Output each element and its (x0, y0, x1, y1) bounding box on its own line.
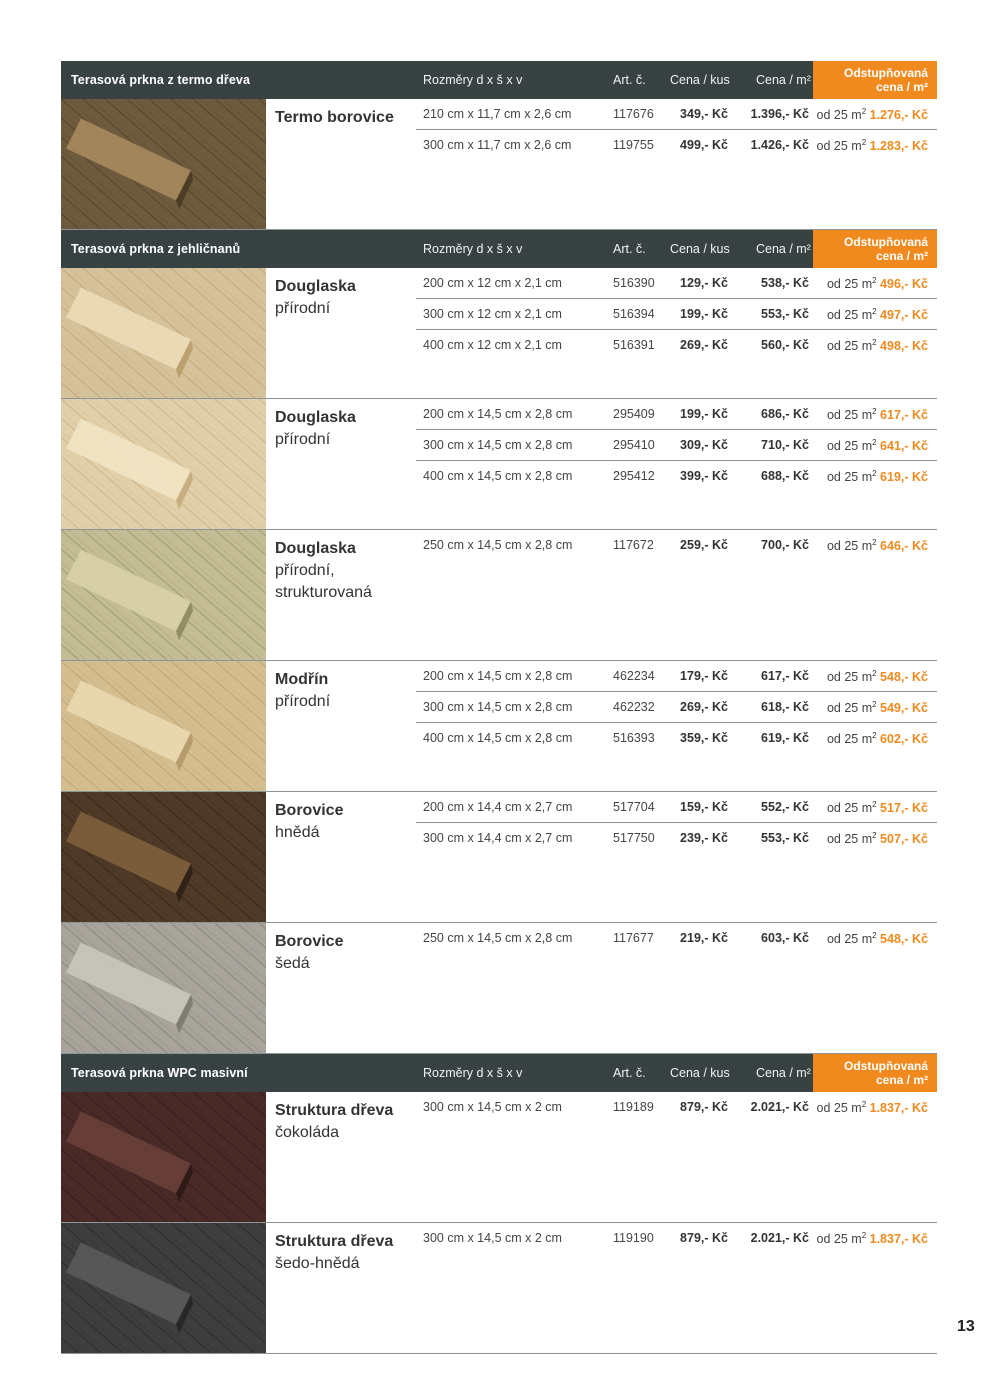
table-row (416, 430, 937, 461)
cell-price-m2: 553,- Kč (761, 831, 809, 845)
cell-graduated-value: 498,- Kč (880, 339, 928, 354)
cell-article: 295410 (613, 438, 655, 452)
section-header (61, 1054, 937, 1092)
product-photo (61, 1223, 266, 1353)
table-row (416, 99, 937, 130)
cell-price-m2: 619,- Kč (761, 731, 809, 745)
squared-mark: 2 (872, 276, 877, 285)
variant-rows (416, 792, 937, 853)
cell-graduated-value: 646,- Kč (880, 539, 928, 554)
cell-article: 117676 (613, 107, 654, 121)
product-name (275, 538, 372, 604)
product-name (275, 1231, 393, 1275)
cell-price-m2: 552,- Kč (761, 800, 809, 814)
table-row (416, 692, 937, 723)
cell-dimensions: 250 cm x 14,5 cm x 2,8 cm (423, 538, 573, 552)
cell-dimensions: 300 cm x 14,5 cm x 2 cm (423, 1231, 562, 1245)
cell-from-qty: od 25 m (826, 408, 873, 423)
cell-price-piece: 219,- Kč (680, 931, 728, 945)
squared-mark: 2 (872, 800, 877, 809)
product-name (275, 407, 356, 451)
cell-price-piece: 129,- Kč (680, 276, 728, 290)
variant-rows (416, 530, 937, 560)
product-block (61, 99, 937, 230)
product-name-bold: Douglaska (275, 409, 356, 426)
product-variant: čokoláda (275, 1124, 340, 1141)
cell-graduated-value: 1.276,- Kč (869, 108, 928, 123)
cell-dimensions: 210 cm x 11,7 cm x 2,6 cm (423, 107, 572, 121)
product-block (61, 399, 937, 530)
cell-from-qty: od 25 m (816, 1232, 862, 1247)
product-photo (61, 923, 266, 1053)
squared-mark: 2 (872, 931, 877, 940)
product-name (275, 669, 330, 713)
cell-graduated-value: 1.837,- Kč (869, 1232, 928, 1247)
cell-price-piece: 399,- Kč (680, 469, 728, 483)
cell-graduated-value: 619,- Kč (880, 470, 928, 485)
cell-from-qty: od 25 m (826, 439, 873, 454)
cell-price-m2: 618,- Kč (761, 700, 809, 714)
cell-dimensions: 300 cm x 14,5 cm x 2,8 cm (423, 438, 573, 452)
table-row (416, 530, 937, 560)
cell-price-piece: 349,- Kč (680, 107, 728, 121)
header-dimensions: Rozměry d x š x v (423, 1066, 523, 1080)
cell-price-m2: 1.396,- Kč (750, 107, 809, 121)
variant-rows (416, 99, 937, 160)
cell-from-qty: od 25 m (816, 108, 862, 123)
table-row (416, 661, 937, 692)
cell-from-qty: od 25 m (816, 139, 862, 154)
cell-article: 517750 (613, 831, 655, 845)
product-variant: přírodní (275, 431, 331, 448)
cell-article: 119190 (613, 1231, 654, 1245)
product-block (61, 792, 937, 923)
cell-price-m2: 688,- Kč (761, 469, 809, 483)
section-2 (61, 230, 937, 1054)
cell-dimensions: 200 cm x 12 cm x 2,1 cm (423, 276, 562, 290)
header-price-m2: Cena / m² (756, 73, 811, 87)
squared-mark: 2 (872, 338, 877, 347)
squared-mark: 2 (872, 831, 877, 840)
cell-graduated-price (827, 731, 928, 746)
cell-graduated-price (827, 800, 928, 815)
product-block (61, 1223, 937, 1354)
cell-article: 516394 (613, 307, 655, 321)
cell-price-piece: 159,- Kč (680, 800, 728, 814)
product-variant: přírodní (275, 693, 331, 710)
cell-from-qty: od 25 m (816, 1101, 862, 1116)
table-row (416, 330, 937, 360)
product-photo (61, 268, 266, 398)
product-variant: šedá (275, 955, 310, 972)
product-block (61, 530, 937, 661)
cell-price-m2: 2.021,- Kč (750, 1231, 809, 1245)
cell-graduated-value: 497,- Kč (880, 308, 928, 323)
cell-price-m2: 700,- Kč (761, 538, 809, 552)
cell-graduated-value: 548,- Kč (880, 932, 928, 947)
section-title: Terasová prkna z termo dřeva (71, 73, 251, 87)
header-price-m2: Cena / m² (756, 242, 811, 256)
product-photo (61, 792, 266, 922)
cell-article: 516391 (613, 338, 655, 352)
squared-mark: 2 (872, 731, 877, 740)
cell-article: 119755 (613, 138, 654, 152)
header-price-piece: Cena / kus (670, 242, 730, 256)
section-1 (61, 61, 937, 230)
cell-price-m2: 2.021,- Kč (750, 1100, 809, 1114)
cell-price-piece: 269,- Kč (680, 700, 728, 714)
product-name-bold: Douglaska (275, 540, 356, 557)
cell-price-m2: 1.426,- Kč (750, 138, 809, 152)
cell-dimensions: 200 cm x 14,5 cm x 2,8 cm (423, 407, 573, 421)
squared-mark: 2 (872, 669, 877, 678)
table-row (416, 792, 937, 823)
header-graduated-line2: cena / m² (875, 1073, 928, 1087)
product-photo (61, 399, 266, 529)
table-row (416, 461, 937, 491)
cell-graduated-price (827, 931, 928, 946)
squared-mark: 2 (872, 538, 877, 547)
header-graduated-line1: Odstupňovaná (843, 235, 928, 249)
cell-graduated-value: 517,- Kč (880, 801, 928, 816)
cell-price-piece: 259,- Kč (680, 538, 728, 552)
squared-mark: 2 (872, 407, 877, 416)
cell-graduated-price (827, 407, 928, 422)
product-name (275, 276, 356, 320)
cell-from-qty: od 25 m (826, 308, 873, 323)
cell-price-piece: 309,- Kč (680, 438, 728, 452)
product-name-bold: Struktura dřeva (275, 1102, 394, 1119)
cell-price-m2: 538,- Kč (761, 276, 809, 290)
product-variant: hnědá (275, 824, 320, 841)
header-article: Art. č. (613, 242, 646, 256)
cell-dimensions: 300 cm x 14,5 cm x 2,8 cm (423, 700, 573, 714)
header-graduated-price (813, 61, 937, 99)
section-title: Terasová prkna z jehličnanů (71, 242, 241, 256)
cell-graduated-value: 641,- Kč (880, 439, 928, 454)
header-graduated-price (813, 230, 937, 268)
variant-rows (416, 268, 937, 360)
table-row (416, 723, 937, 753)
table-row (416, 268, 937, 299)
product-name-bold: Termo borovice (275, 109, 394, 126)
header-price-piece: Cena / kus (670, 1066, 730, 1080)
cell-graduated-value: 1.283,- Kč (869, 139, 928, 154)
cell-from-qty: od 25 m (826, 277, 873, 292)
cell-graduated-price (827, 669, 928, 684)
header-graduated-price (813, 1054, 937, 1092)
variant-rows (416, 1092, 937, 1122)
header-graduated-line2: cena / m² (875, 80, 928, 94)
product-photo (61, 99, 266, 229)
product-photo (61, 1092, 266, 1222)
cell-article: 117677 (613, 931, 654, 945)
cell-price-piece: 499,- Kč (680, 138, 728, 152)
cell-graduated-price (827, 338, 928, 353)
header-article: Art. č. (613, 1066, 646, 1080)
cell-from-qty: od 25 m (826, 670, 873, 685)
cell-price-piece: 879,- Kč (680, 1231, 728, 1245)
product-variant: strukturovaná (275, 584, 372, 601)
cell-price-m2: 617,- Kč (761, 669, 809, 683)
cell-graduated-value: 617,- Kč (880, 408, 928, 423)
cell-price-piece: 359,- Kč (680, 731, 728, 745)
cell-graduated-price (827, 276, 928, 291)
product-variant: přírodní (275, 300, 331, 317)
cell-graduated-price (817, 107, 928, 122)
table-row (416, 923, 937, 953)
cell-price-piece: 239,- Kč (680, 831, 728, 845)
product-name-bold: Borovice (275, 933, 344, 950)
variant-rows (416, 923, 937, 953)
cell-graduated-price (817, 1231, 928, 1246)
cell-from-qty: od 25 m (826, 732, 873, 747)
squared-mark: 2 (861, 1100, 867, 1109)
product-name-bold: Struktura dřeva (275, 1233, 394, 1250)
cell-graduated-value: 507,- Kč (880, 832, 928, 847)
cell-article: 119189 (613, 1100, 654, 1114)
cell-dimensions: 400 cm x 12 cm x 2,1 cm (423, 338, 562, 352)
squared-mark: 2 (872, 307, 877, 316)
cell-graduated-value: 548,- Kč (880, 670, 928, 685)
cell-graduated-price (827, 538, 928, 553)
cell-article: 516390 (613, 276, 655, 290)
header-graduated-line1: Odstupňovaná (843, 1059, 928, 1073)
product-name-bold: Borovice (275, 802, 344, 819)
product-variant: přírodní, (275, 562, 335, 579)
cell-price-piece: 269,- Kč (680, 338, 728, 352)
cell-dimensions: 250 cm x 14,5 cm x 2,8 cm (423, 931, 573, 945)
product-name (275, 107, 394, 129)
cell-article: 517704 (613, 800, 655, 814)
cell-article: 117672 (613, 538, 654, 552)
cell-from-qty: od 25 m (826, 701, 873, 716)
cell-dimensions: 400 cm x 14,5 cm x 2,8 cm (423, 731, 573, 745)
cell-graduated-price (827, 469, 928, 484)
variant-rows (416, 399, 937, 491)
squared-mark: 2 (872, 438, 877, 447)
cell-article: 295412 (613, 469, 655, 483)
table-row (416, 399, 937, 430)
product-name (275, 1100, 393, 1144)
section-3 (61, 1054, 937, 1354)
squared-mark: 2 (861, 138, 867, 147)
section-title: Terasová prkna WPC masivní (71, 1066, 248, 1080)
cell-graduated-value: 496,- Kč (880, 277, 928, 292)
cell-article: 462234 (613, 669, 655, 683)
squared-mark: 2 (861, 107, 867, 116)
cell-price-m2: 686,- Kč (761, 407, 809, 421)
header-price-piece: Cena / kus (670, 73, 730, 87)
table-row (416, 1223, 937, 1253)
cell-price-piece: 199,- Kč (680, 307, 728, 321)
cell-graduated-value: 602,- Kč (880, 732, 928, 747)
cell-from-qty: od 25 m (826, 539, 873, 554)
cell-article: 462232 (613, 700, 655, 714)
cell-graduated-price (817, 1100, 928, 1115)
section-header (61, 230, 937, 268)
cell-graduated-price (827, 831, 928, 846)
product-photo (61, 661, 266, 791)
cell-dimensions: 200 cm x 14,4 cm x 2,7 cm (423, 800, 573, 814)
cell-article: 516393 (613, 731, 655, 745)
cell-dimensions: 300 cm x 14,4 cm x 2,7 cm (423, 831, 573, 845)
cell-dimensions: 300 cm x 14,5 cm x 2 cm (423, 1100, 562, 1114)
squared-mark: 2 (872, 469, 877, 478)
squared-mark: 2 (861, 1231, 867, 1240)
cell-from-qty: od 25 m (826, 339, 873, 354)
cell-graduated-price (827, 700, 928, 715)
product-block (61, 923, 937, 1054)
table-row (416, 130, 937, 160)
header-graduated-line2: cena / m² (875, 249, 928, 263)
cell-graduated-value: 549,- Kč (880, 701, 928, 716)
product-block (61, 661, 937, 792)
cell-article: 295409 (613, 407, 655, 421)
product-name (275, 800, 343, 844)
squared-mark: 2 (872, 700, 877, 709)
cell-graduated-price (817, 138, 928, 153)
table-row (416, 299, 937, 330)
product-name-bold: Douglaska (275, 278, 356, 295)
header-dimensions: Rozměry d x š x v (423, 242, 523, 256)
cell-price-m2: 603,- Kč (761, 931, 809, 945)
cell-from-qty: od 25 m (826, 470, 873, 485)
cell-from-qty: od 25 m (826, 801, 873, 816)
cell-dimensions: 200 cm x 14,5 cm x 2,8 cm (423, 669, 573, 683)
header-price-m2: Cena / m² (756, 1066, 811, 1080)
cell-graduated-price (827, 307, 928, 322)
cell-dimensions: 400 cm x 14,5 cm x 2,8 cm (423, 469, 573, 483)
cell-price-m2: 553,- Kč (761, 307, 809, 321)
product-block (61, 1092, 937, 1223)
product-name-bold: Modřín (275, 671, 329, 688)
variant-rows (416, 661, 937, 753)
product-photo (61, 530, 266, 660)
cell-price-piece: 879,- Kč (680, 1100, 728, 1114)
header-graduated-line1: Odstupňovaná (843, 66, 928, 80)
product-name (275, 931, 343, 975)
cell-dimensions: 300 cm x 11,7 cm x 2,6 cm (423, 138, 572, 152)
header-dimensions: Rozměry d x š x v (423, 73, 523, 87)
table-row (416, 1092, 937, 1122)
product-block (61, 268, 937, 399)
variant-rows (416, 1223, 937, 1253)
cell-from-qty: od 25 m (826, 832, 873, 847)
header-article: Art. č. (613, 73, 646, 87)
page-number: 13 (957, 1318, 975, 1335)
cell-price-piece: 179,- Kč (680, 669, 728, 683)
cell-graduated-price (827, 438, 928, 453)
cell-price-m2: 710,- Kč (761, 438, 809, 452)
cell-price-piece: 199,- Kč (680, 407, 728, 421)
section-header (61, 61, 937, 99)
table-row (416, 823, 937, 853)
price-list-page (61, 61, 937, 1354)
cell-graduated-value: 1.837,- Kč (869, 1101, 928, 1116)
product-variant: šedo-hnědá (275, 1255, 360, 1272)
cell-from-qty: od 25 m (826, 932, 873, 947)
cell-price-m2: 560,- Kč (761, 338, 809, 352)
cell-dimensions: 300 cm x 12 cm x 2,1 cm (423, 307, 562, 321)
